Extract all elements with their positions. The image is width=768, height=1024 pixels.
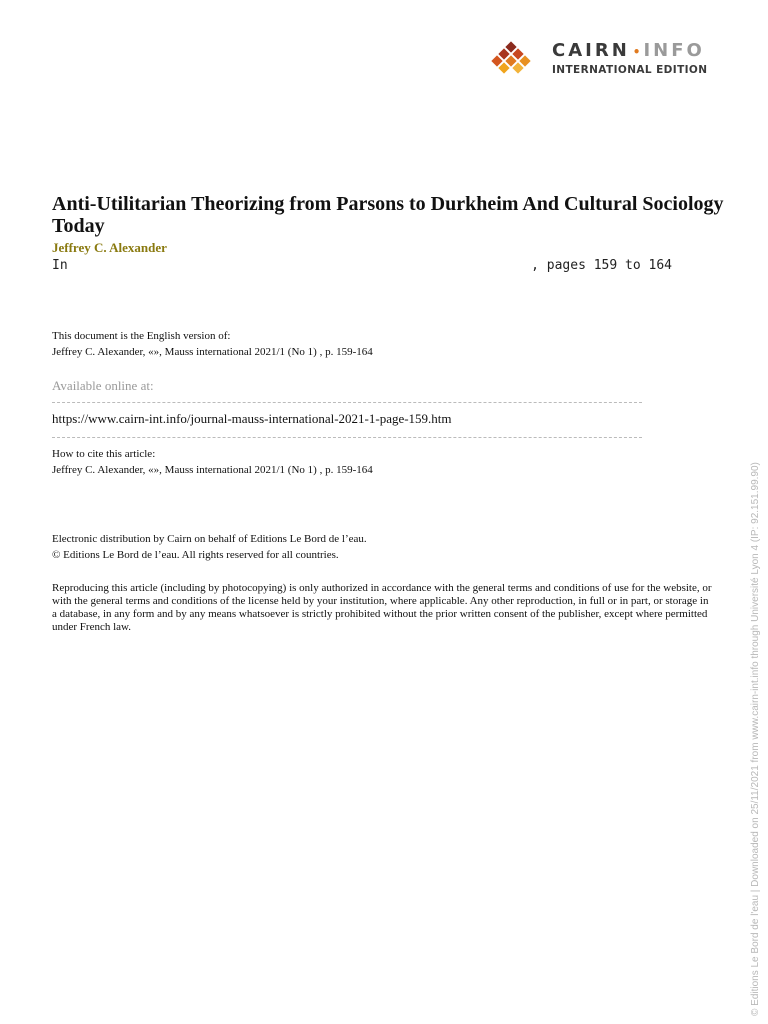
in-label: In — [52, 258, 68, 273]
cite-label: How to cite this article: — [52, 448, 156, 460]
distribution-block — [52, 531, 712, 563]
cairn-diamonds-icon — [486, 40, 546, 80]
article-author[interactable]: Jeffrey C. Alexander — [52, 240, 167, 255]
logo-separator: • — [632, 45, 641, 59]
divider — [52, 437, 642, 438]
download-watermark: © Editions Le Bord de l'eau | Downloaded on 25/11/2021 from www.cairn-int.info through Université Lyon 4 (IP: 92.151.99.90) — [750, 462, 761, 1016]
logo-subtitle: INTERNATIONAL EDITION — [552, 64, 708, 76]
article-url-link[interactable]: https://www.cairn-int.info/journal-mauss-international-2021-1-page-159.htm — [52, 411, 452, 426]
available-online-label: Available online at: — [52, 378, 154, 393]
legal-notice: Reproducing this article (including by photocopying) is only authorized in accordance with the general terms and conditions of use for the website, or with the general terms and conditions of the license held by your institution, where applicable. Any other reproduction, in full or in part, or storage in a database, in any form and by any means whatsoever is strictly prohibited without the prior written consent of the publisher, except where permitted under French law. — [52, 582, 712, 633]
logo-suffix: INFO — [643, 40, 705, 61]
english-version-label: This document is the English version of: — [52, 330, 231, 342]
english-version-citation: Jeffrey C. Alexander, «», Mauss international 2021/1 (No 1) , p. 159-164 — [52, 346, 373, 358]
logo-wordmark — [552, 40, 705, 61]
page-range: , pages 159 to 164 — [531, 258, 672, 273]
cite-block — [52, 446, 712, 478]
divider — [52, 402, 642, 403]
publication-line — [52, 258, 672, 273]
english-version-block — [52, 328, 712, 360]
logo-brand: CAIRN — [552, 40, 630, 61]
article-title: Anti-Utilitarian Theorizing from Parsons to Durkheim And Cultural Sociology Today — [52, 193, 724, 237]
cairn-logo[interactable] — [486, 40, 726, 80]
cite-citation: Jeffrey C. Alexander, «», Mauss international 2021/1 (No 1) , p. 159-164 — [52, 464, 373, 476]
copyright-line: © Editions Le Bord de l’eau. All rights reserved for all countries. — [52, 549, 339, 561]
distribution-line: Electronic distribution by Cairn on behalf of Editions Le Bord de l’eau. — [52, 533, 367, 545]
